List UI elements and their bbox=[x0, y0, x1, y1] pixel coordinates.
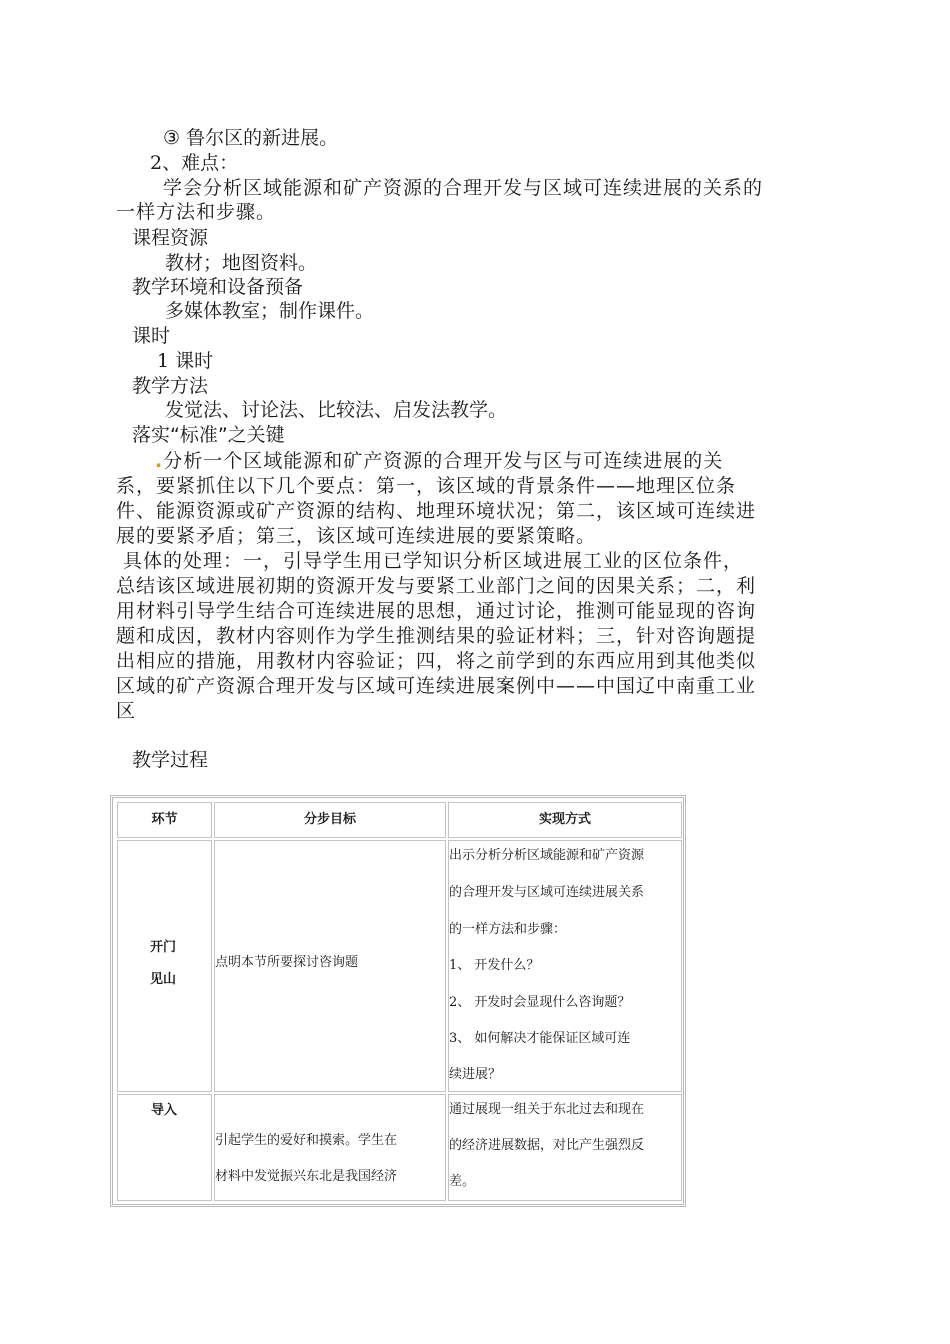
table-row-2-method bbox=[448, 1094, 682, 1201]
key-heading: 落实“标准”之关键 bbox=[132, 424, 285, 446]
method-line: 通过展现一组关于东北过去和现在 bbox=[449, 1102, 645, 1117]
resources-heading: 课程资源 bbox=[132, 227, 209, 249]
goal-text-line2: 材料中发觉振兴东北是我国经济 bbox=[215, 1169, 398, 1184]
text-marker-icon: . bbox=[155, 450, 164, 472]
stage-label: 导入 bbox=[151, 1103, 178, 1118]
stage-label-line1: 开门 bbox=[150, 940, 177, 955]
key-text-line3: 件、能源资源或矿产资源的结构、地理环境状况；第二，该区域可连续进 bbox=[116, 500, 757, 522]
handling-line1: 具体的处理：一，引导学生用已学知识分析区域进展工业的区位条件， bbox=[123, 550, 744, 572]
difficulty-text-line2: 一样方法和步骤。 bbox=[116, 201, 277, 223]
process-heading: 教学过程 bbox=[132, 749, 209, 771]
handling-line7: 区 bbox=[116, 700, 137, 722]
difficulty-heading: 2、难点： bbox=[150, 152, 239, 174]
handling-line4: 题和成因，教材内容则作为学生推测结果的验证材料；三，针对咨询题提 bbox=[116, 625, 757, 647]
focus-point-3: ③ 鲁尔区的新进展。 bbox=[163, 127, 339, 149]
key-text-line1: .分析一个区域能源和矿产资源的合理开发与区与可连续进展的关 bbox=[155, 450, 724, 472]
table-row-1-method bbox=[448, 840, 682, 1092]
methods-heading: 教学方法 bbox=[132, 375, 209, 397]
method-line: 出示分析分析区域能源和矿产资源 bbox=[449, 848, 645, 863]
table-row-2-stage bbox=[117, 1094, 212, 1201]
handling-line3: 用材料引导学生结合可连续进展的思想，通过讨论，推测可能显现的咨询 bbox=[116, 600, 757, 622]
difficulty-text-line1: 学会分析区域能源和矿产资源的合理开发与区域可连续进展的关系的 bbox=[163, 177, 764, 199]
handling-line2: 总结该区域进展初期的资源开发与要紧工业部门之间的因果关系；二，利 bbox=[116, 575, 757, 597]
hours-text: 1 课时 bbox=[157, 350, 214, 372]
handling-line5: 出相应的措施，用教材内容验证；四，将之前学到的东西应用到其他类似 bbox=[116, 650, 757, 672]
environment-heading: 教学环境和设备预备 bbox=[132, 276, 304, 298]
goal-text-line1: 引起学生的爱好和摸索。学生在 bbox=[215, 1133, 398, 1148]
method-line: 续进展？ bbox=[449, 1067, 502, 1082]
table-row-2-goal bbox=[214, 1094, 446, 1201]
goal-text: 点明本节所要探讨咨询题 bbox=[215, 955, 359, 970]
methods-text: 发觉法、讨论法、比较法、启发法教学。 bbox=[165, 399, 508, 421]
method-line: 的一样方法和步骤： bbox=[449, 922, 567, 937]
teaching-process-table bbox=[110, 795, 686, 1207]
stage-label-line2: 见山 bbox=[150, 972, 177, 987]
method-line: 2、 开发时会显现什么咨询题？ bbox=[449, 995, 631, 1010]
table-header-method: 实现方式 bbox=[448, 802, 682, 838]
method-line: 3、 如何解决才能保证区域可连 bbox=[449, 1031, 631, 1046]
table-header-goal: 分步目标 bbox=[214, 802, 446, 838]
method-line: 的合理开发与区域可连续进展关系 bbox=[449, 885, 645, 900]
key-text-line4: 展的要紧矛盾；第三，该区域可连续进展的要紧策略。 bbox=[116, 525, 597, 547]
table-row-1-stage bbox=[117, 840, 212, 1092]
resources-text: 教材；地图资料。 bbox=[165, 252, 318, 274]
environment-text: 多媒体教室；制作课件。 bbox=[165, 300, 375, 322]
method-line: 1、 开发什么？ bbox=[449, 958, 540, 973]
method-line: 的经济进展数据，对比产生强烈反 bbox=[449, 1138, 645, 1153]
hours-heading: 课时 bbox=[132, 325, 171, 347]
method-line: 差。 bbox=[449, 1174, 476, 1189]
table-row-1-goal bbox=[214, 840, 446, 1092]
table-header-stage: 环节 bbox=[117, 802, 212, 838]
key-text-line2: 系，要紧抓住以下几个要点：第一，该区域的背景条件——地理区位条 bbox=[116, 475, 737, 497]
handling-line6: 区域的矿产资源合理开发与区域可连续进展案例中——中国辽中南重工业 bbox=[116, 675, 757, 697]
